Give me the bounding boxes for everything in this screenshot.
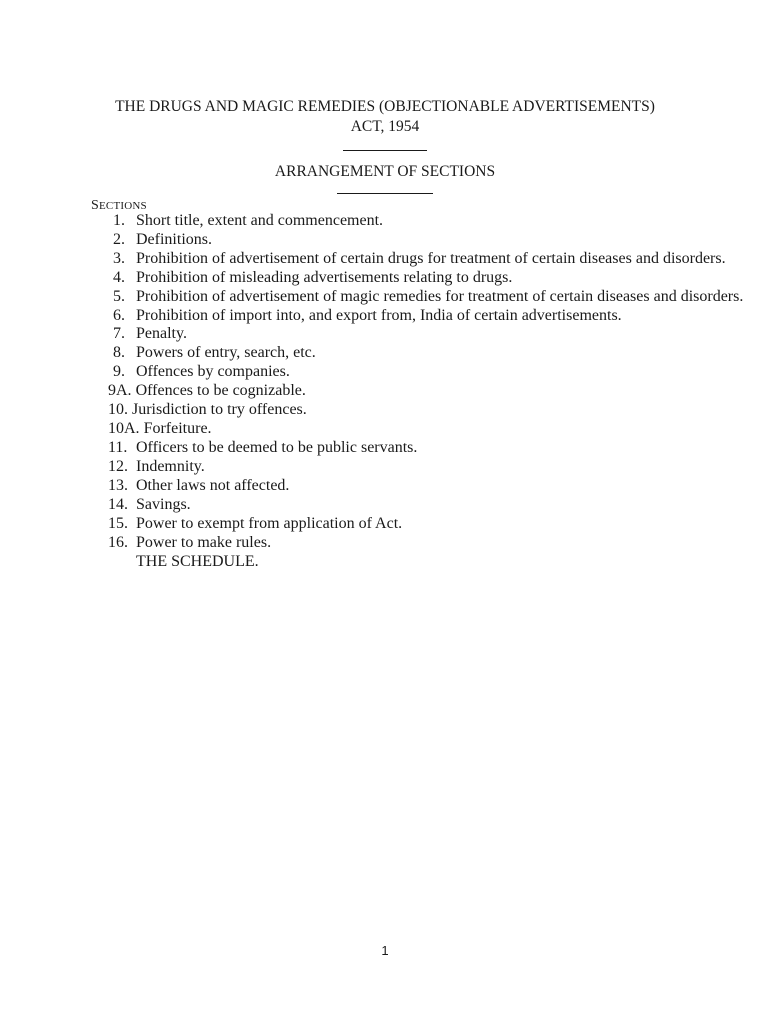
section-title: Definitions.: [136, 231, 212, 248]
list-item: [108, 458, 205, 476]
section-title: Power to exempt from application of Act.: [136, 515, 403, 532]
section-title: Indemnity.: [136, 458, 205, 475]
section-number: 12.: [108, 458, 128, 475]
section-number: 10.: [108, 401, 128, 418]
section-number: 8.: [113, 344, 125, 361]
list-item: [108, 477, 290, 495]
section-number: 9.: [113, 363, 125, 380]
act-title-line-2: ACT, 1954: [350, 118, 420, 135]
section-title: Savings.: [136, 496, 191, 513]
section-title: Prohibition of misleading advertisements relating to drugs.: [136, 269, 513, 286]
section-number: 7.: [113, 325, 125, 342]
section-title: Officers to be deemed to be public servants.: [136, 439, 418, 456]
list-item: [108, 496, 191, 514]
act-title-line-1: THE DRUGS AND MAGIC REMEDIES (OBJECTIONABLE ADVERTISEMENTS): [115, 98, 655, 115]
schedule-item: THE SCHEDULE.: [136, 553, 259, 570]
section-title: Prohibition of import into, and export from, India of certain advertisements.: [136, 307, 622, 324]
list-item: [108, 420, 212, 438]
list-item: [108, 515, 403, 533]
title-divider: [343, 150, 427, 151]
section-number: 15.: [108, 515, 128, 532]
list-item: [113, 269, 513, 287]
list-item: [113, 363, 290, 381]
list-item: [108, 401, 307, 419]
section-number: 4.: [113, 269, 125, 286]
section-title: Prohibition of advertisement of magic remedies for treatment of certain diseases and disorders.: [136, 288, 744, 305]
section-number: 3.: [113, 250, 125, 267]
section-title: Penalty.: [136, 325, 187, 342]
section-title: Offences to be cognizable.: [135, 382, 306, 399]
arrangement-heading: ARRANGEMENT OF SECTIONS: [274, 163, 496, 180]
section-number: 16.: [108, 534, 128, 551]
section-number: 13.: [108, 477, 128, 494]
list-item: [108, 439, 418, 457]
section-number: 5.: [113, 288, 125, 305]
section-title: Jurisdiction to try offences.: [132, 401, 307, 418]
sections-label-initial: S: [91, 198, 99, 213]
section-number: 10A.: [108, 420, 140, 437]
list-item: [108, 382, 306, 400]
list-item: [113, 250, 726, 268]
section-title: Short title, extent and commencement.: [136, 212, 384, 229]
page-number: 1: [381, 943, 389, 958]
sections-label-rest: ECTIONS: [99, 200, 147, 212]
section-number: 6.: [113, 307, 125, 324]
section-title: Power to make rules.: [136, 534, 272, 551]
section-number: 1.: [113, 212, 125, 229]
list-item: [113, 325, 187, 343]
list-item: [113, 212, 384, 230]
section-number: 11.: [108, 439, 128, 456]
section-number: 9A.: [108, 382, 132, 399]
section-title: Forfeiture.: [143, 420, 212, 437]
list-item: [113, 288, 744, 306]
list-item: [108, 534, 272, 552]
section-number: 2.: [113, 231, 125, 248]
section-title: Other laws not affected.: [136, 477, 290, 494]
section-title: Prohibition of advertisement of certain drugs for treatment of certain diseases and disorders.: [136, 250, 726, 267]
heading-divider: [337, 193, 433, 194]
list-item: [113, 307, 622, 325]
section-title: Powers of entry, search, etc.: [136, 344, 316, 361]
list-item: [113, 344, 316, 362]
section-number: 14.: [108, 496, 128, 513]
section-title: Offences by companies.: [136, 363, 290, 380]
list-item: [113, 231, 212, 249]
